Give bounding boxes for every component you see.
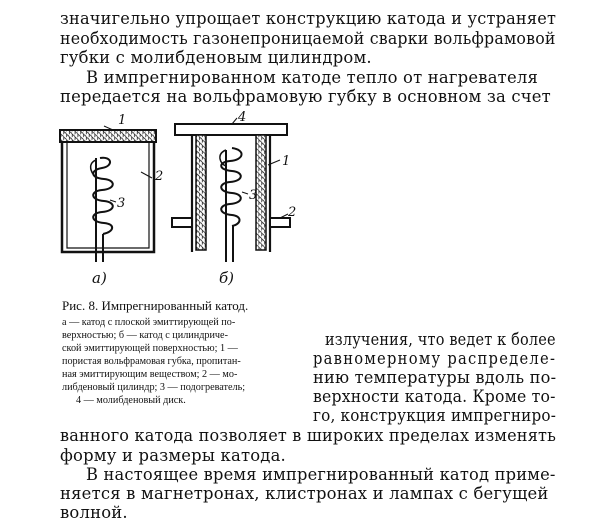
- label-a-3: 3: [117, 196, 126, 211]
- label-b-1: 1: [282, 154, 291, 169]
- heater-coil-b: [221, 148, 241, 226]
- label-b-2: 2: [288, 205, 297, 220]
- right-text-line-5: го, конструкция импрегниро-: [313, 406, 557, 425]
- text-line-5: передается на вольфрамовую губку в основном за счет: [60, 87, 551, 106]
- sponge-wall-left: [196, 135, 206, 250]
- bottom-text-line-3: В настоящее время импрегнированный катод приме-: [86, 465, 556, 484]
- bottom-text-line-4: няется в магнетронах, клистронах и лампах с бегущей: [60, 484, 549, 503]
- figure-caption-line-6: либденовый цилиндр; 3 — подогреватель;: [62, 382, 246, 393]
- figure-caption-line-7: 4 — молибденовый диск.: [76, 395, 186, 406]
- text-line-1: значигельно упрощает конструкцию катода и устраняет: [60, 9, 557, 28]
- sponge-wall-right: [256, 135, 266, 250]
- text-line-3: губки с молибденовым цилиндром.: [60, 48, 372, 67]
- right-text-line-4: верхности катода. Кроме то-: [313, 387, 556, 406]
- figure-caption-line-1: а — катод с плоской эмиттирующей по-: [62, 317, 236, 328]
- label-b-3: 3: [249, 188, 258, 203]
- figure-caption-line-2: верхностью; б — катод с цилиндриче-: [62, 330, 228, 341]
- figure-label-a: а): [92, 269, 107, 287]
- label-a-2: 2: [155, 169, 164, 184]
- bottom-text-line-1: ванного катода позволяет в широких пределах изменять: [60, 426, 557, 445]
- molybdenum-disk-b: [175, 124, 287, 135]
- right-text-line-1: излучения, что ведет к более: [325, 330, 556, 349]
- figure-label-b: б): [219, 269, 235, 287]
- figure-caption-title: Рис. 8. Импрегнированный катод.: [62, 298, 249, 313]
- right-text-line-2: равномерному распределе-: [313, 349, 557, 368]
- bottom-text-line-2: форму и размеры катода.: [60, 446, 286, 465]
- label-a-1: 1: [118, 113, 127, 128]
- figure-caption-line-3: ской эмиттирующей поверхностью; 1 —: [62, 343, 238, 354]
- flange-right: [270, 218, 290, 227]
- cathode-b-drawing: [172, 110, 296, 262]
- text-line-2: необходимость газонепроницаемой сварки вольфрамовой: [60, 29, 556, 48]
- cathode-a-drawing: [60, 113, 163, 262]
- figure-caption-line-4: пористая вольфрамовая губка, пропитан-: [62, 356, 241, 367]
- text-line-4: В импрегнированном катоде тепло от нагревателя: [86, 68, 538, 87]
- right-text-line-3: нию температуры вдоль по-: [313, 368, 557, 387]
- figure-caption-line-5: ная эмиттирующим веществом; 2 — мо-: [62, 369, 238, 380]
- flange-left: [172, 218, 192, 227]
- bottom-text-line-5: волной.: [60, 503, 128, 522]
- label-b-4: 4: [238, 110, 247, 125]
- porous-sponge-disk-a: [60, 130, 156, 142]
